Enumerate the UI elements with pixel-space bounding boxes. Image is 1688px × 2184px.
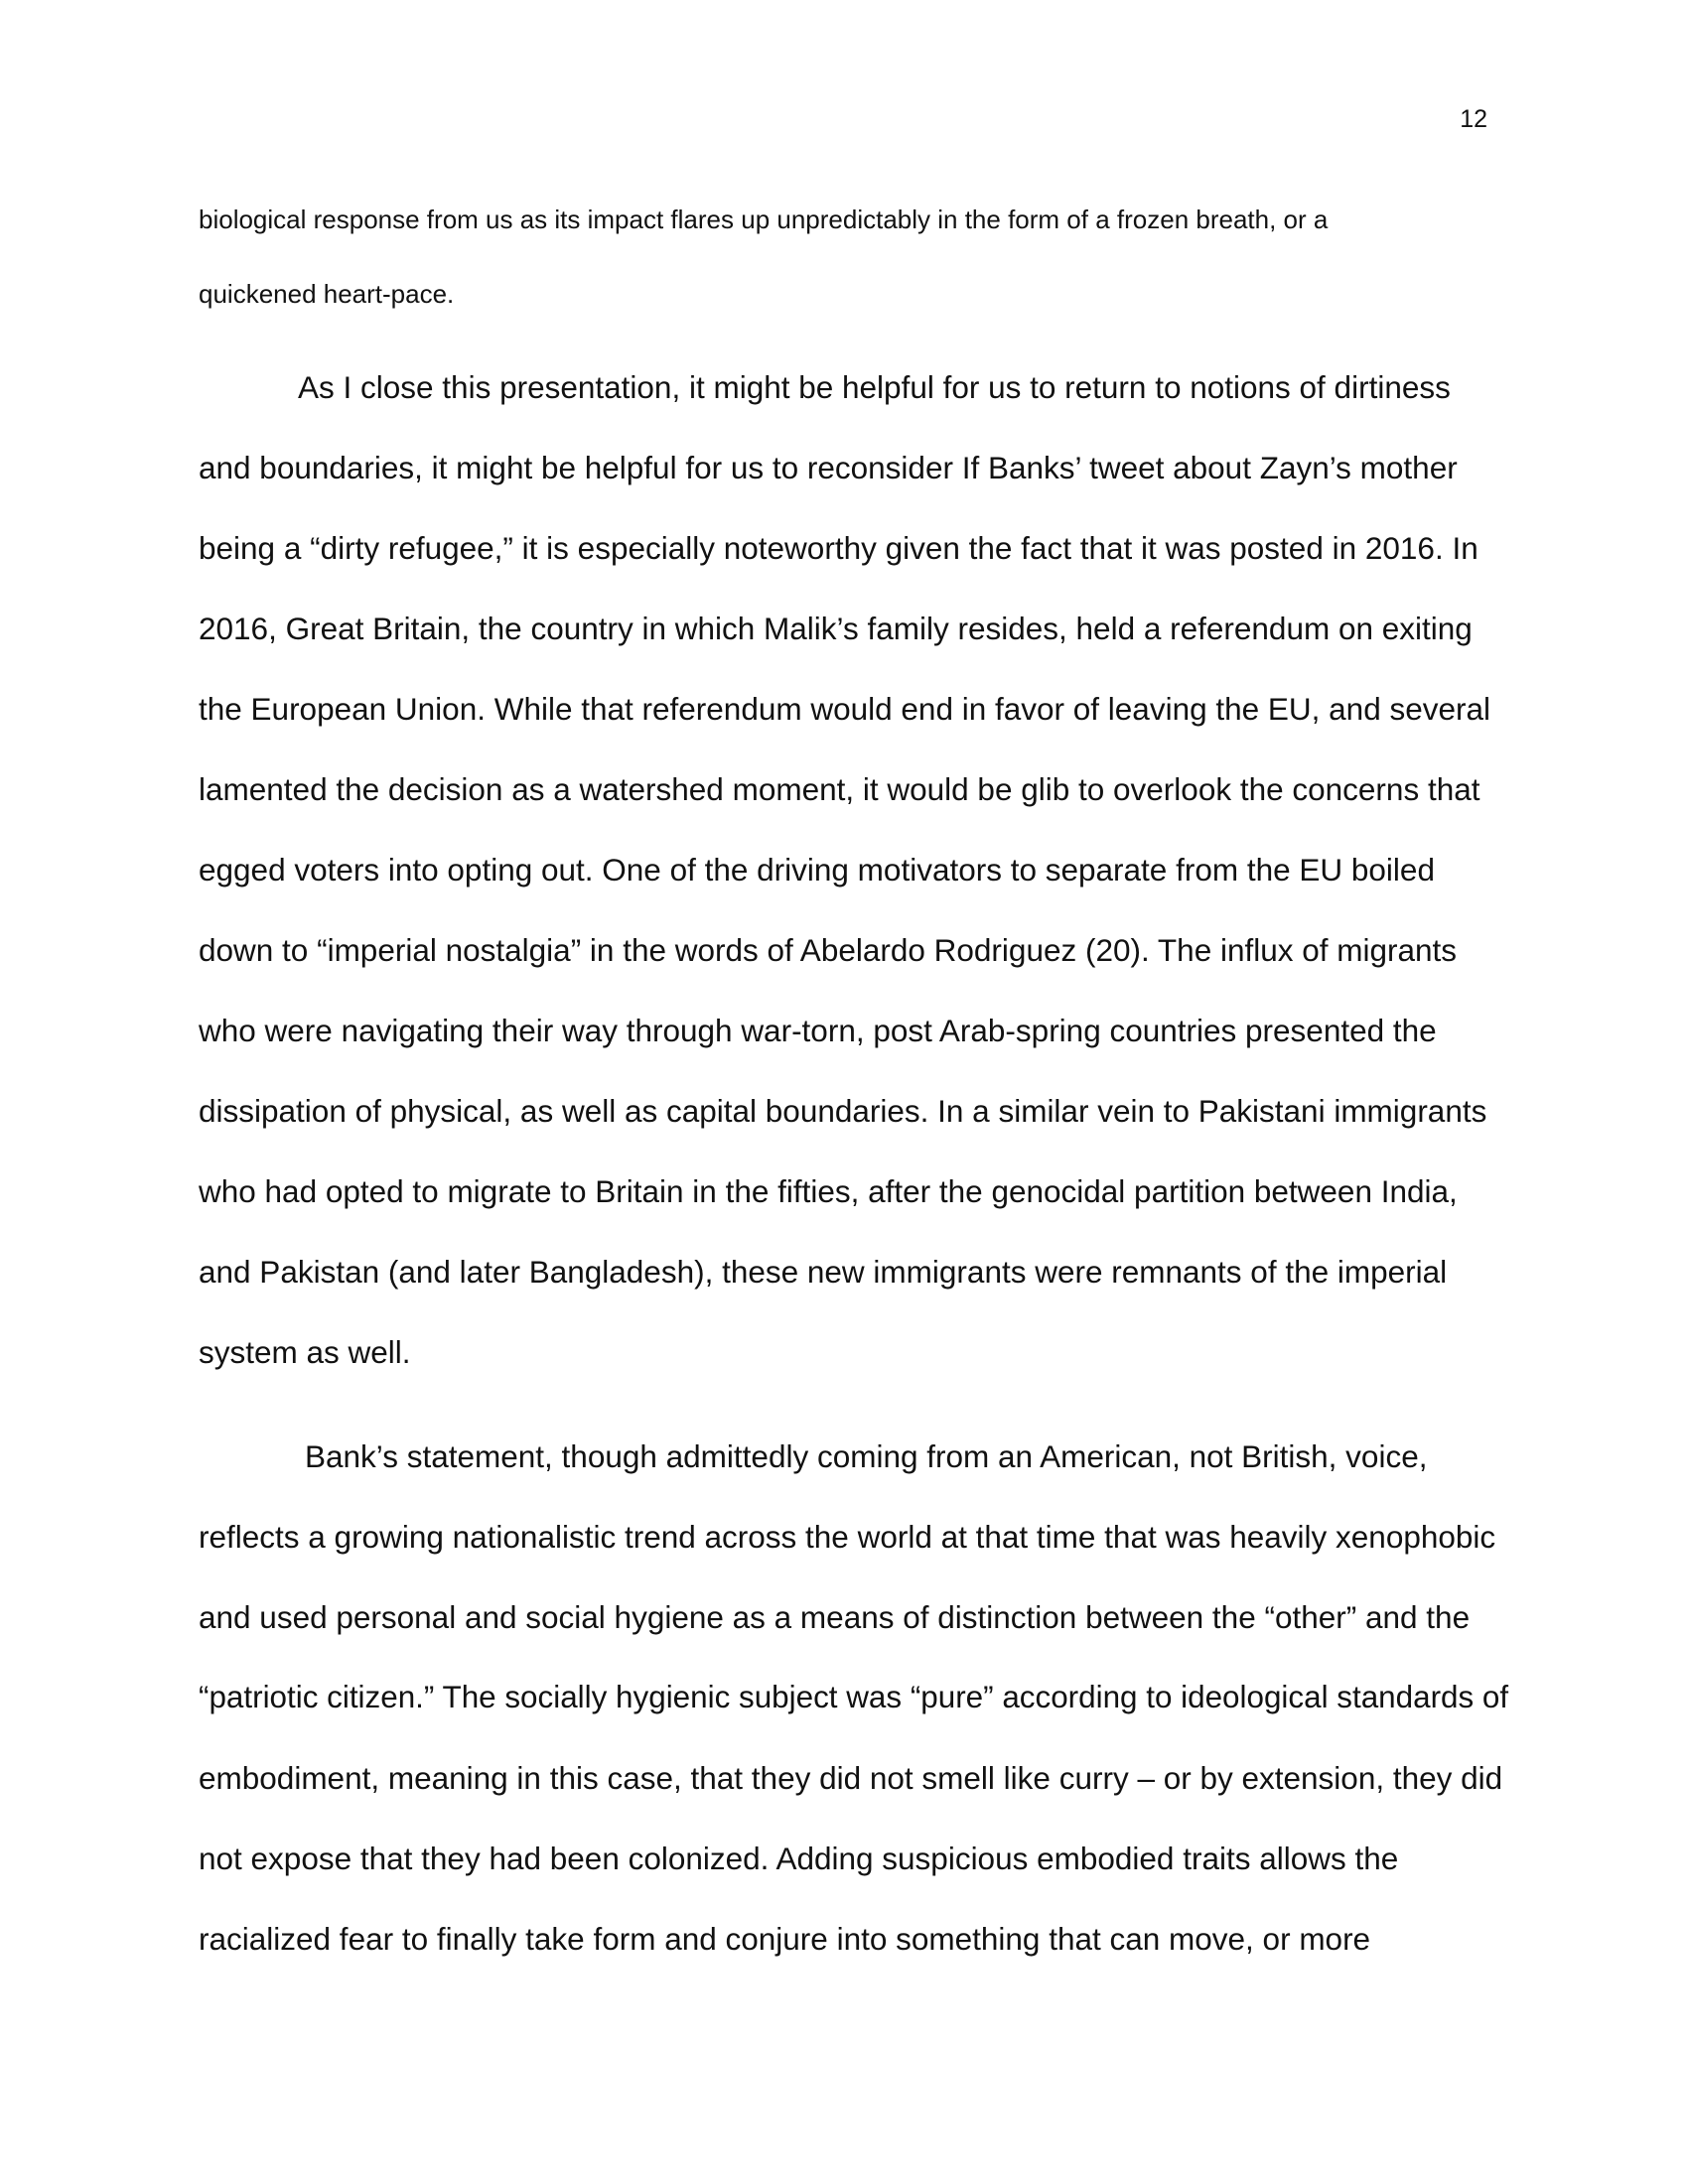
text-line: 2016, Great Britain, the country in which Malik’s family resides, held a referendum on exiting — [199, 611, 1473, 646]
text-line: and boundaries, it might be helpful for us to reconsider If Banks’ tweet about Zayn’s mother — [199, 450, 1458, 485]
text-line: being a “dirty refugee,” it is especially noteworthy given the fact that it was posted in 2016. In — [199, 530, 1478, 566]
text-line: who were navigating their way through war-torn, post Arab-spring countries presented the — [199, 1013, 1437, 1048]
text-line: down to “imperial nostalgia” in the words of Abelardo Rodriguez (20). The influx of migrants — [199, 932, 1458, 968]
text-line: dissipation of physical, as well as capital boundaries. In a similar vein to Pakistani immigrants — [199, 1093, 1487, 1129]
paragraph-2-first-line: Bank’s statement, though admittedly coming from an American, not British, voice, — [305, 1438, 1428, 1474]
text-line: lamented the decision as a watershed moment, it would be glib to overlook the concerns that — [199, 771, 1480, 807]
text-line: “patriotic citizen.” The socially hygienic subject was “pure” according to ideological standards of — [199, 1680, 1509, 1714]
page-number: 12 — [1460, 105, 1487, 133]
text-line: biological response from us as its impact flares up unpredictably in the form of a frozen breath, or a — [199, 205, 1329, 234]
text-line: system as well. — [199, 1334, 411, 1370]
text-line: who had opted to migrate to Britain in the fifties, after the genocidal partition between India, — [199, 1173, 1458, 1209]
text-line: egged voters into opting out. One of the driving motivators to separate from the EU boiled — [199, 852, 1435, 887]
text-line: embodiment, meaning in this case, that they did not smell like curry – or by extension, they did — [199, 1760, 1503, 1796]
paragraph-1-first-line: As I close this presentation, it might be helpful for us to return to notions of dirtiness — [298, 369, 1451, 405]
text-line: quickened heart-pace. — [199, 279, 455, 309]
text-line: reflects a growing nationalistic trend across the world at that time that was heavily xenophobic — [199, 1519, 1496, 1555]
text-line: and Pakistan (and later Bangladesh), these new immigrants were remnants of the imperial — [199, 1254, 1448, 1290]
text-line: racialized fear to finally take form and conjure into something that can move, or more — [199, 1921, 1371, 1957]
text-line: and used personal and social hygiene as a means of distinction between the “other” and the — [199, 1599, 1471, 1635]
text-line: not expose that they had been colonized. Adding suspicious embodied traits allows the — [199, 1841, 1399, 1876]
text-line: the European Union. While that referendum would end in favor of leaving the EU, and several — [199, 691, 1491, 727]
